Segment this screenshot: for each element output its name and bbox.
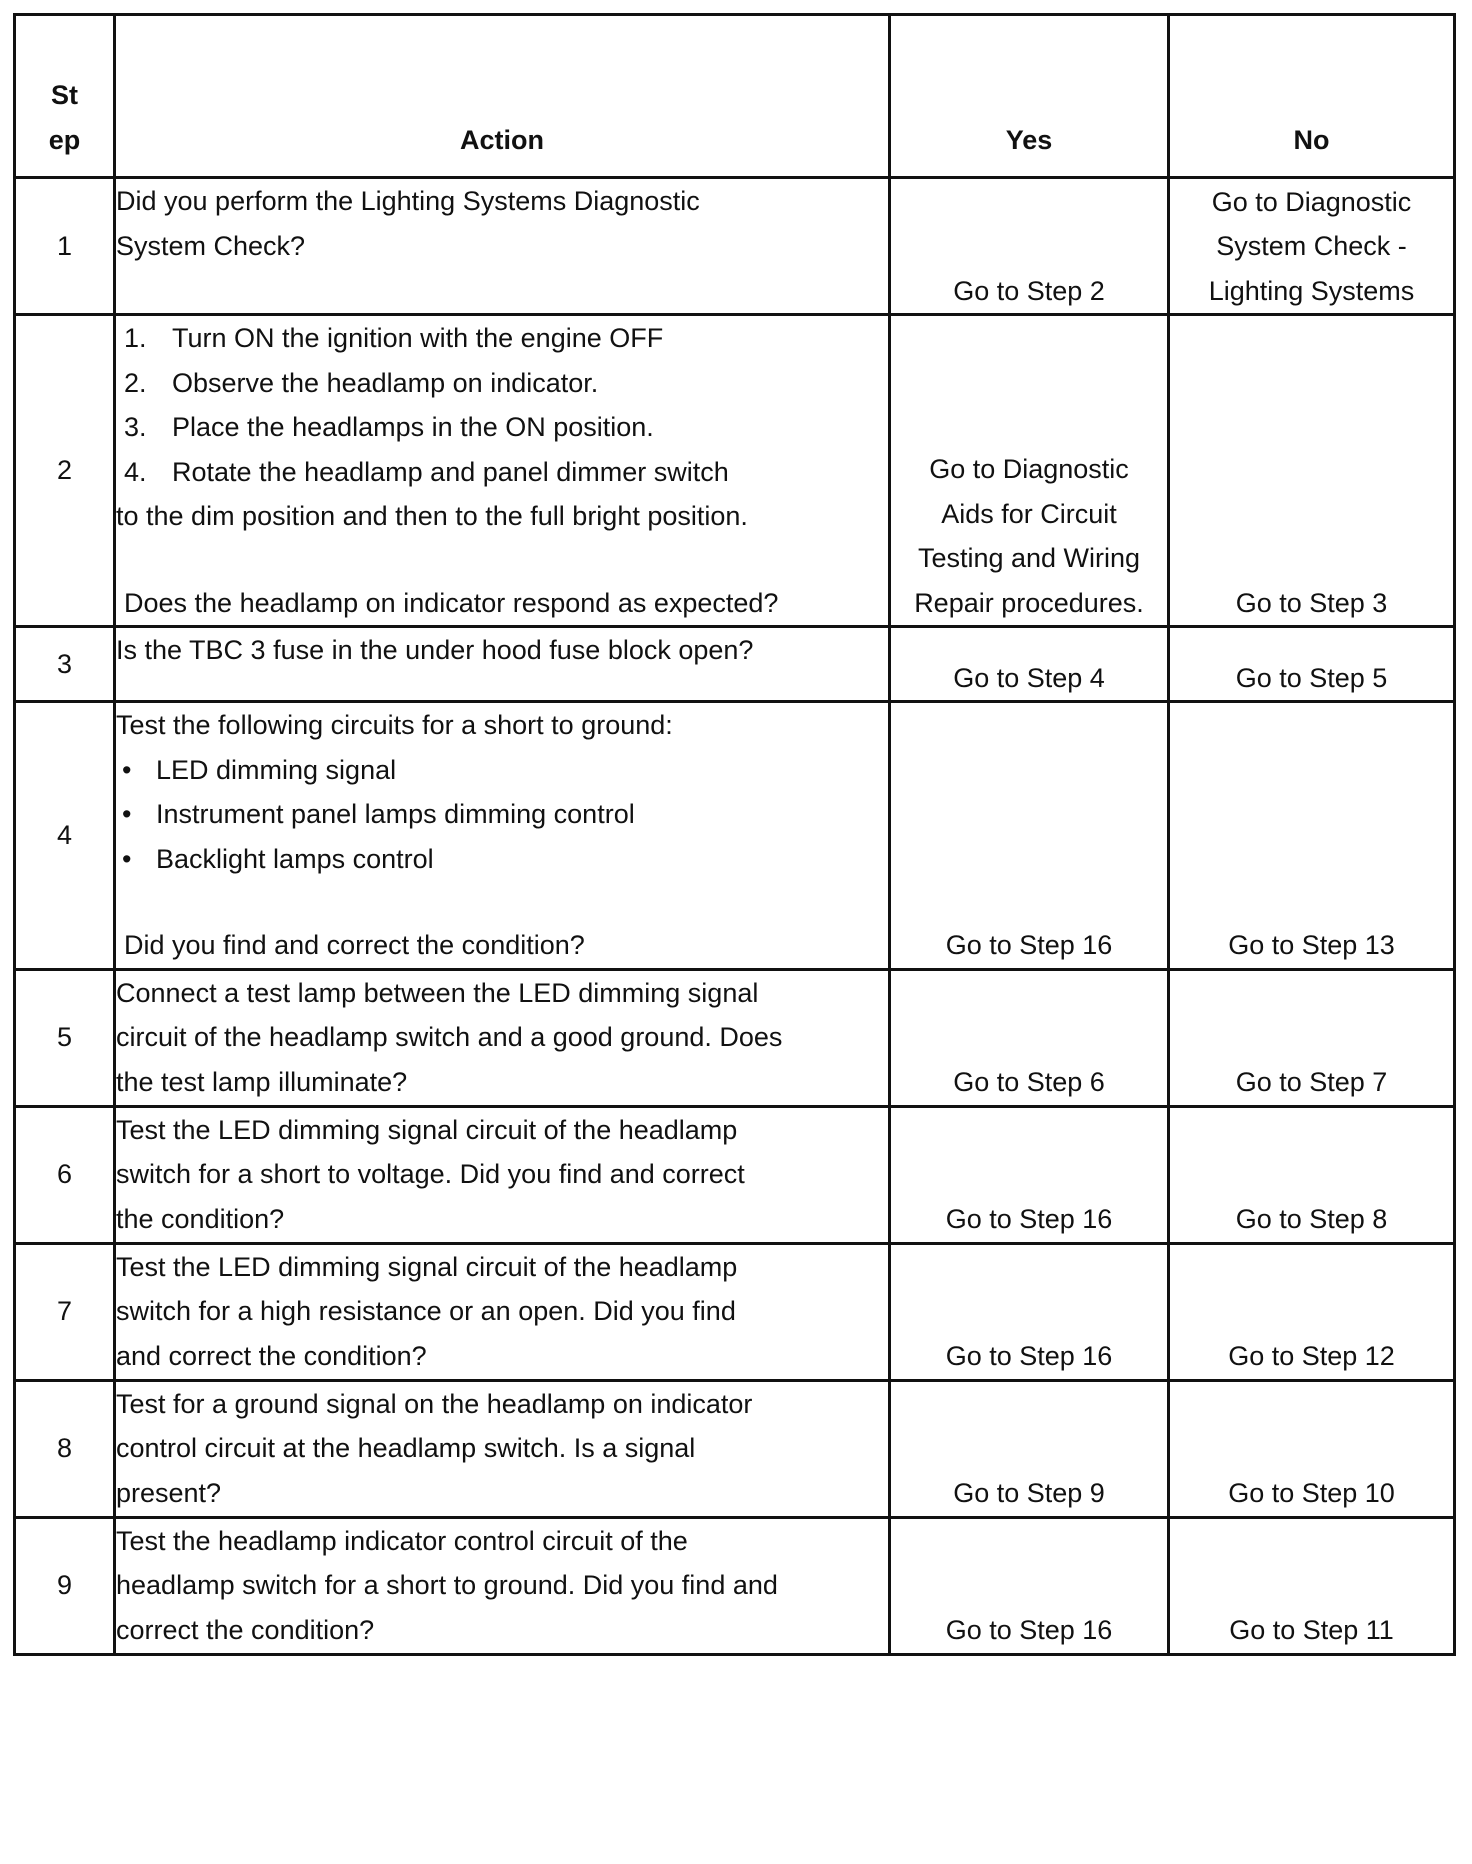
action-cell — [115, 1106, 890, 1243]
yes-cell — [890, 1106, 1169, 1243]
yes-link[interactable]: Go to Step 9 — [953, 1478, 1105, 1508]
action-question: Did you find and correct the condition? — [124, 930, 585, 960]
step-number: 9 — [15, 1517, 115, 1654]
no-cell — [1169, 178, 1455, 315]
yes-cell — [890, 702, 1169, 970]
action-line: Connect a test lamp between the LED dimming signal — [116, 977, 759, 1008]
no-cell — [1169, 969, 1455, 1106]
yes-link[interactable]: Go to Step 16 — [945, 1204, 1113, 1234]
no-link[interactable]: Go to Step 5 — [1235, 662, 1388, 693]
header-action: Action — [115, 15, 890, 178]
yes-cell — [890, 969, 1169, 1106]
action-line: switch for a high resistance or an open. Did you find — [116, 1296, 736, 1326]
step-number: 1 — [15, 178, 115, 315]
step-row-5 — [15, 969, 1455, 1106]
yes-link[interactable]: Go to Step 6 — [953, 1067, 1105, 1097]
action-line: circuit of the headlamp switch and a good ground. Does — [116, 1022, 783, 1052]
yes-link[interactable]: Go to Step 16 — [945, 1341, 1113, 1371]
action-line: Test for a ground signal on the headlamp on indicator — [116, 1388, 753, 1419]
bullet-item: • Instrument panel lamps dimming control — [122, 799, 635, 829]
no-link[interactable]: Go to Step 8 — [1235, 1204, 1388, 1234]
action-cell — [115, 1380, 890, 1517]
action-line: the test lamp illuminate? — [116, 1066, 408, 1097]
no-link[interactable]: Go to Step 3 — [1235, 587, 1388, 618]
no-cell — [1169, 1517, 1455, 1654]
no-cell — [1169, 702, 1455, 970]
no-cell — [1169, 315, 1455, 627]
no-cell — [1169, 1106, 1455, 1243]
action-line: Is the TBC 3 fuse in the under hood fuse block open? — [116, 635, 754, 665]
action-question: Does the headlamp on indicator respond as expected? — [124, 587, 779, 618]
action-line: System Check? — [116, 230, 306, 261]
yes-link[interactable]: Go to Step 4 — [953, 662, 1105, 693]
action-cell — [115, 627, 890, 702]
no-link[interactable]: Go to Step 11 — [1229, 1615, 1394, 1645]
action-cell — [115, 178, 890, 315]
yes-link[interactable]: Go to Step 2 — [953, 275, 1105, 306]
step-row-7 — [15, 1243, 1455, 1380]
no-link-line[interactable]: Lighting Systems — [1208, 275, 1415, 306]
step-row-3 — [15, 627, 1455, 702]
action-cell — [115, 1243, 890, 1380]
yes-cell — [890, 1517, 1169, 1654]
bullet-item: • Backlight lamps control — [122, 843, 434, 874]
no-cell — [1169, 627, 1455, 702]
yes-link-line[interactable]: Aids for Circuit — [941, 498, 1117, 529]
no-link[interactable]: Go to Step 13 — [1228, 930, 1395, 960]
no-cell — [1169, 1243, 1455, 1380]
bullet-item: • LED dimming signal — [122, 754, 397, 785]
step-row-1 — [15, 178, 1455, 315]
yes-cell — [890, 627, 1169, 702]
header-row — [15, 15, 1455, 178]
step-number: 4 — [15, 702, 115, 970]
table-header — [15, 15, 1455, 178]
header-step: St ep — [15, 15, 115, 178]
step-number: 5 — [15, 969, 115, 1106]
diagnostic-table — [13, 13, 1456, 1656]
no-link[interactable]: Go to Step 7 — [1235, 1067, 1388, 1097]
action-cell — [115, 969, 890, 1106]
action-continuation: to the dim position and then to the full bright position. — [116, 501, 748, 531]
yes-link-line[interactable]: Go to Diagnostic — [929, 454, 1129, 484]
list-item: 4. Rotate the headlamp and panel dimmer switch — [124, 456, 729, 487]
step-row-6 — [15, 1106, 1455, 1243]
action-line: switch for a short to voltage. Did you find and correct — [116, 1159, 745, 1189]
action-line: control circuit at the headlamp switch. Is a signal — [116, 1433, 696, 1463]
action-line: present? — [116, 1477, 222, 1508]
yes-cell — [890, 315, 1169, 627]
yes-cell — [890, 178, 1169, 315]
no-link-line[interactable]: Go to Diagnostic — [1211, 186, 1412, 217]
no-link-line[interactable]: System Check - — [1216, 231, 1407, 261]
step-number: 8 — [15, 1380, 115, 1517]
header-no: No — [1169, 15, 1455, 178]
list-item: 1. Turn ON the ignition with the engine OFF — [124, 323, 664, 353]
action-line: Test the headlamp indicator control circuit of the — [116, 1525, 688, 1556]
action-cell — [115, 702, 890, 970]
no-link[interactable]: Go to Step 10 — [1228, 1478, 1395, 1508]
action-line: the condition? — [116, 1203, 285, 1234]
no-link[interactable]: Go to Step 12 — [1228, 1341, 1395, 1371]
no-cell — [1169, 1380, 1455, 1517]
action-intro: Test the following circuits for a short to ground: — [116, 710, 673, 740]
action-line: correct the condition? — [116, 1614, 375, 1645]
step-row-8 — [15, 1380, 1455, 1517]
action-line: Did you perform the Lighting Systems Diagnostic — [116, 186, 700, 216]
action-cell — [115, 315, 890, 627]
table-body — [15, 178, 1455, 1655]
step-row-9 — [15, 1517, 1455, 1654]
header-yes: Yes — [890, 15, 1169, 178]
yes-link-line[interactable]: Testing and Wiring — [917, 543, 1141, 573]
action-line: and correct the condition? — [116, 1340, 427, 1371]
yes-cell — [890, 1380, 1169, 1517]
list-item: 2. Observe the headlamp on indicator. — [124, 367, 599, 398]
step-number: 2 — [15, 315, 115, 627]
action-line: headlamp switch for a short to ground. Did you find and — [116, 1570, 778, 1600]
step-number: 7 — [15, 1243, 115, 1380]
yes-link[interactable]: Go to Step 16 — [945, 930, 1113, 960]
list-item: 3. Place the headlamps in the ON position. — [124, 412, 654, 442]
step-number: 6 — [15, 1106, 115, 1243]
action-line: Test the LED dimming signal circuit of the headlamp — [116, 1114, 738, 1145]
yes-cell — [890, 1243, 1169, 1380]
action-cell — [115, 1517, 890, 1654]
yes-link-line[interactable]: Repair procedures. — [914, 587, 1144, 618]
step-number: 3 — [15, 627, 115, 702]
action-line: Test the LED dimming signal circuit of the headlamp — [116, 1251, 738, 1282]
yes-link[interactable]: Go to Step 16 — [945, 1615, 1113, 1645]
step-row-4 — [15, 702, 1455, 970]
step-row-2 — [15, 315, 1455, 627]
